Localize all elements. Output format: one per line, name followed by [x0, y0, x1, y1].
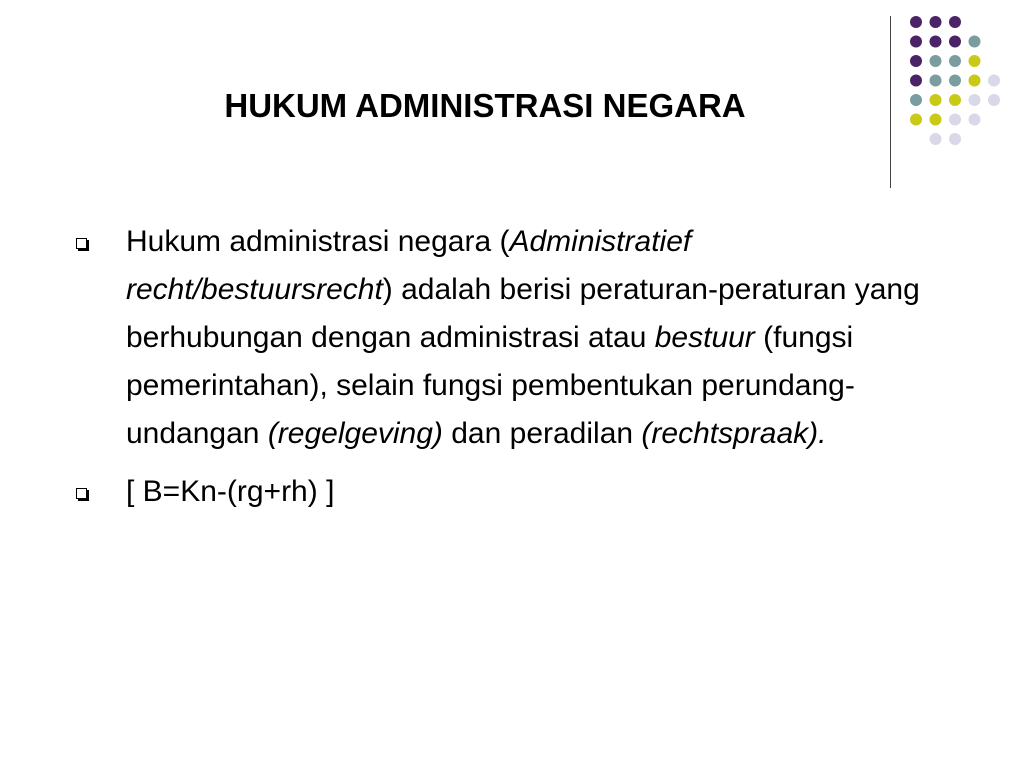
decorative-dot [969, 94, 981, 106]
decorative-dot [988, 94, 1000, 106]
decorative-dot [910, 114, 922, 126]
bullet-text [126, 475, 334, 508]
decorative-dot [910, 75, 922, 87]
slide-title: HUKUM ADMINISTRASI NEGARA [224, 87, 746, 124]
decorative-dot [910, 94, 922, 106]
decorative-dot [969, 75, 981, 87]
decorative-dot [969, 36, 981, 48]
decorative-dot [910, 36, 922, 48]
bullet-segment: ) adalah berisi peraturan-peraturan yang berhubungan dengan administrasi atau [126, 273, 920, 354]
decorative-dot-grid [896, 0, 1024, 190]
square-bullet-icon [76, 238, 87, 249]
decorative-dot [930, 75, 942, 87]
decorative-dot [949, 133, 961, 145]
decorative-dot [930, 55, 942, 67]
decorative-dot [930, 36, 942, 48]
bullet-list [76, 218, 936, 526]
decorative-dot [949, 55, 961, 67]
decorative-dot [949, 75, 961, 87]
decorative-dot [969, 114, 981, 126]
square-bullet-icon [76, 488, 87, 499]
decorative-dot [930, 94, 942, 106]
decorative-dot [949, 94, 961, 106]
decorative-dot [949, 36, 961, 48]
bullet-text [126, 225, 920, 450]
bullet-segment-italic: (regelgeving) [267, 417, 443, 450]
bullet-segment: dan peradilan [442, 417, 642, 450]
vertical-divider [890, 16, 891, 188]
decorative-dot [969, 55, 981, 67]
bullet-segment-italic: Administratief recht/bestuursrecht [126, 225, 692, 306]
bullet-item [76, 468, 936, 516]
bullet-item [76, 218, 936, 458]
bullet-segment-italic: (rechtspraak). [641, 417, 827, 450]
bullet-segment: (fungsi pemerintahan), selain fungsi pembentukan perundang-undangan [126, 321, 855, 450]
bullet-segment-italic: bestuur [654, 321, 755, 354]
bullet-segment: [ B=Kn-(rg+rh) ] [126, 475, 335, 508]
decorative-dot [988, 75, 1000, 87]
decorative-dot [930, 133, 942, 145]
decorative-dot [949, 16, 961, 28]
decorative-dot [949, 114, 961, 126]
decorative-dot [910, 16, 922, 28]
decorative-dot [910, 55, 922, 67]
decorative-dot [930, 114, 942, 126]
bullet-segment: Hukum administrasi negara ( [126, 225, 510, 258]
decorative-dot [930, 16, 942, 28]
